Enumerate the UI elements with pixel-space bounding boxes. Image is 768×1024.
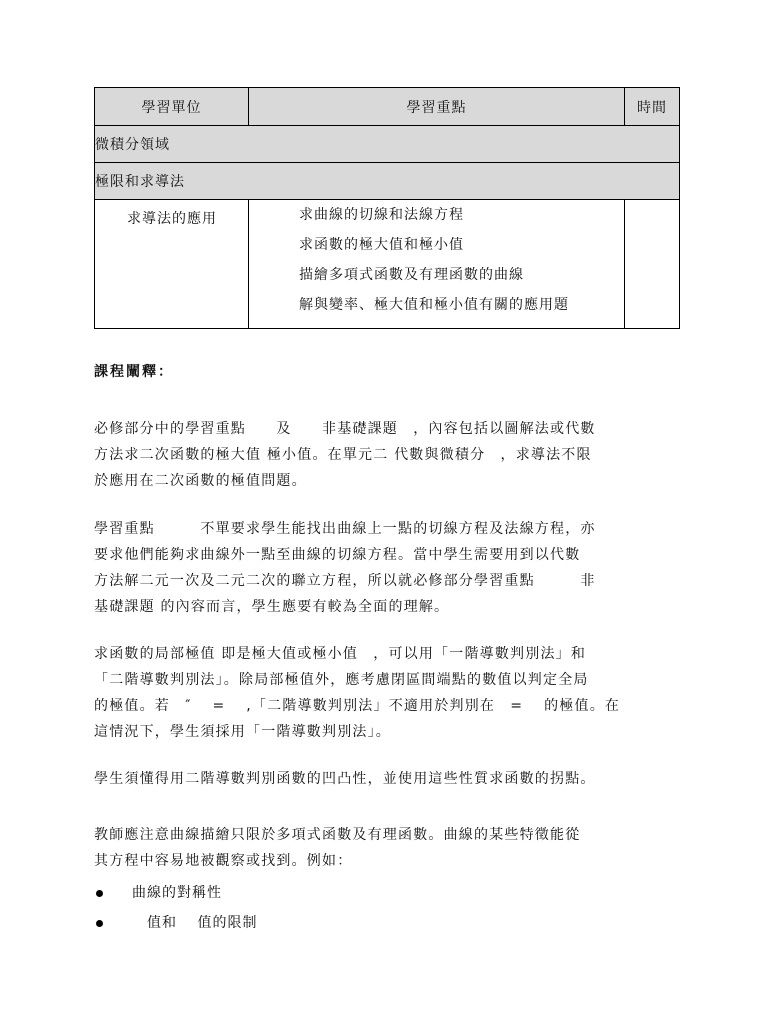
learning-point: 求曲線的切線和法線方程 — [299, 207, 464, 223]
list-item-text: 值和 值的限制 — [132, 915, 258, 931]
learning-points-cell — [249, 200, 625, 329]
header-unit: 學習單位 — [95, 88, 249, 126]
table-header-row — [95, 88, 680, 126]
paragraph: 必修部分中的學習重點 及 非基礎課題 ，內容包括以圖解法或代數 方法求二次函數的極大值 極小值。在單元二 代數與微積分 ，求導法不限 於應用在二次函數的極值問題。 — [94, 421, 596, 489]
learning-point: 求函數的極大值和極小值 — [299, 237, 464, 253]
paragraph: 求函數的局部極值 即是極大值或極小值 ，可以用「一階導數判別法」和 「二階導數判別法」。除局部極值外，應考慮閉區間端點的數值以判定全局 的極值。若 ″ = ,「二階導數判別法」不適用於判別在 = 的極值。在 這情況下，學生須採用「一階導數判別法」。 — [94, 646, 621, 740]
header-points: 學習重點 — [249, 88, 625, 126]
paragraph: 學生須懂得用二階導數判別函數的凹凸性，並使用這些性質求函數的拐點。 — [94, 771, 596, 787]
list-item-text: 曲線的對稱性 — [132, 885, 222, 901]
bullet-icon — [96, 890, 103, 897]
learning-point: 解與變率、極大值和極小值有關的應用題 — [299, 297, 569, 313]
paragraph: 教師應注意曲線描繪只限於多項式函數及有理函數。曲線的某些特徵能從 其方程中容易地被觀察或找到。例如： — [94, 827, 581, 869]
domain-label: 微積分領域 — [95, 126, 680, 163]
unit-name-cell: 求導法的應用 — [95, 200, 249, 329]
table-row — [95, 200, 680, 329]
area-label: 極限和求導法 — [95, 163, 680, 200]
list-item — [94, 908, 257, 938]
area-row — [95, 163, 680, 200]
header-time: 時間 — [625, 88, 680, 126]
time-cell — [625, 200, 680, 329]
learning-point: 描繪多項式函數及有理函數的曲線 — [299, 267, 524, 283]
paragraph: 學習重點 不單要求學生能找出曲線上一點的切線方程及法線方程，亦 要求他們能夠求曲線外一點至曲線的切線方程。當中學生需要用到以代數 方法解二元一次及二元二次的聯立方程，所以就必修部分學習重點 非 基礎課題 的內容而言，學生應要有較為全面的理解。 — [94, 521, 596, 615]
domain-row — [95, 126, 680, 163]
list-item — [94, 878, 257, 908]
feature-list — [94, 878, 257, 938]
bullet-icon — [96, 920, 103, 927]
syllabus-table — [94, 87, 680, 329]
section-heading: 課程闡釋： — [94, 364, 174, 380]
learning-points-list — [249, 200, 624, 328]
